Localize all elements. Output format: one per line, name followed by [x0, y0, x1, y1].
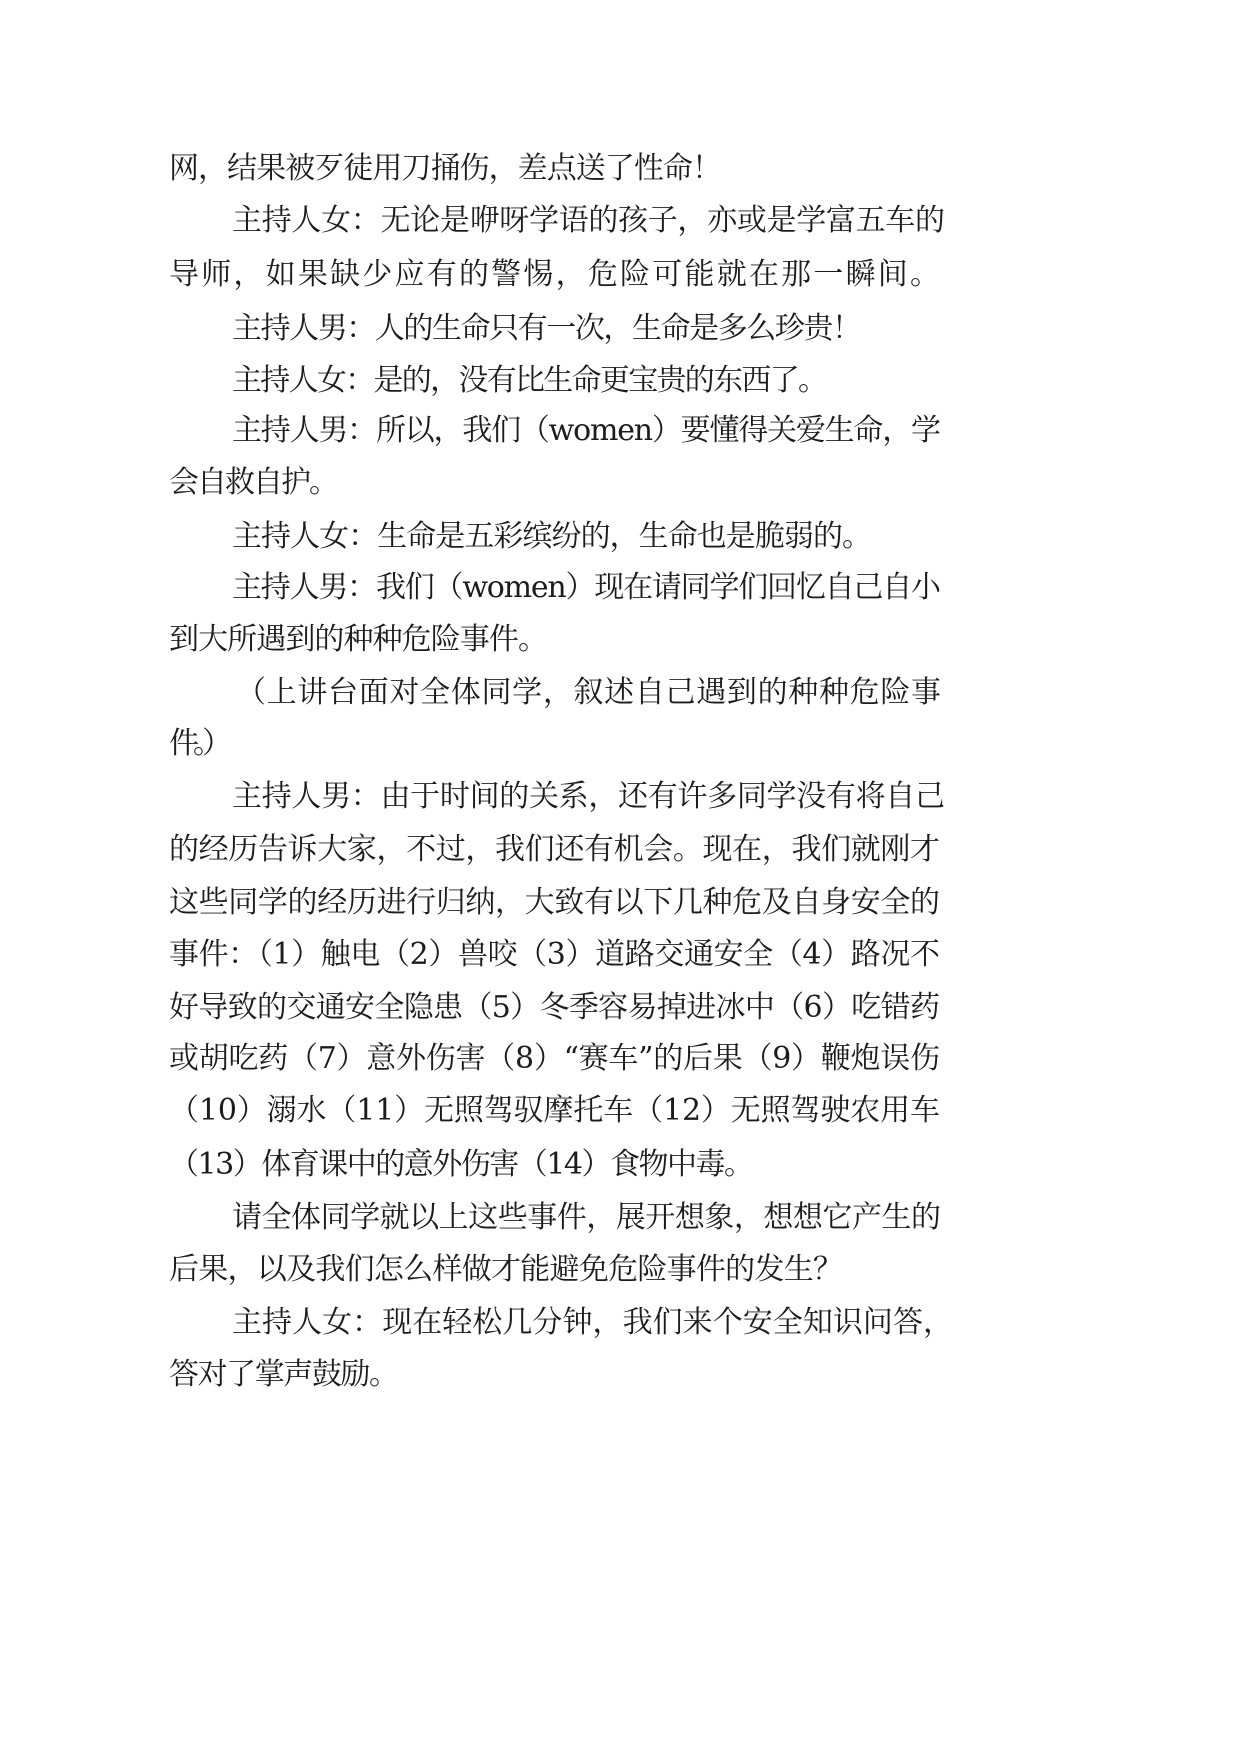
text-line: 主持人女：无论是咿呀学语的孩子，亦或是学富五车的: [232, 203, 945, 238]
text-line: 请全体同学就以上这些事件，展开想象，想想它产生的: [232, 1200, 941, 1235]
text-line: 网，结果被歹徒用刀捅伤，差点送了性命！: [169, 151, 722, 186]
text-line: 答对了掌声鼓励。: [169, 1357, 398, 1392]
text-line: 件。）: [169, 726, 226, 761]
text-line: 会自救自护。: [169, 465, 337, 500]
text-line: 后果，以及我们怎么样做才能避免危险事件的发生？: [169, 1252, 843, 1287]
text-line: 主持人女：现在轻松几分钟，我们来个安全知识问答，: [232, 1305, 954, 1340]
text-line: 或胡吃药（7）意外伤害（8）“赛车”的后果（9）鞭炮误伤: [169, 1041, 940, 1076]
text-line: 主持人男：人的生命只有一次，生命是多么珍贵！: [232, 311, 861, 346]
text-line: 主持人女：生命是五彩缤纷的，生命也是脆弱的。: [232, 519, 872, 554]
text-line: 导师，如果缺少应有的警惕，危险可能就在那一瞬间。: [169, 257, 943, 292]
text-line: 到大所遇到的种种危险事件。: [169, 622, 548, 657]
text-line: 这些同学的经历进行归纳，大致有以下几种危及自身安全的: [169, 885, 940, 920]
text-line: （上讲台面对全体同学，叙述自己遇到的种种危险事: [236, 675, 942, 710]
text-line: （13）体育课中的意外伤害（14）食物中毒。: [169, 1147, 753, 1182]
text-line: 主持人女：是的，没有比生命更宝贵的东西了。: [232, 363, 827, 398]
text-line: 主持人男：所以，我们（women）要懂得关爱生命，学: [232, 413, 940, 448]
text-line: 主持人男：我们（women）现在请同学们回忆自己自小: [232, 570, 940, 605]
text-line: （10）溺水（11）无照驾驭摩托车（12）无照驾驶农用车: [169, 1093, 940, 1128]
text-line: 好导致的交通安全隐患（5）冬季容易掉进冰中（6）吃错药: [169, 990, 940, 1025]
text-line: 事件：（1）触电（2）兽咬（3）道路交通安全（4）路况不: [169, 937, 940, 972]
text-line: 主持人男：由于时间的关系，还有许多同学没有将自己: [232, 779, 945, 814]
text-line: 的经历告诉大家，不过，我们还有机会。现在，我们就刚才: [169, 832, 940, 867]
